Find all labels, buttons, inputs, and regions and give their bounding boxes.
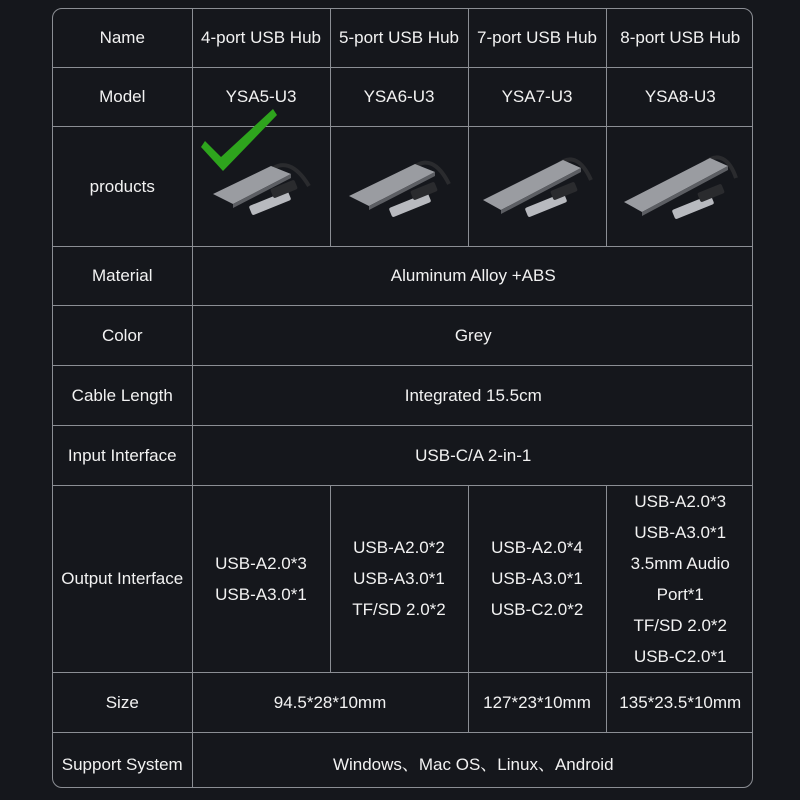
size-8port: 135*23.5*10mm (606, 672, 753, 732)
name-row (53, 9, 753, 67)
output-item: USB-C2.0*2 (490, 600, 584, 619)
model-8port: YSA8-U3 (606, 67, 753, 126)
product-name-8port: 8-port USB Hub (606, 9, 753, 67)
row-label-model: Model (53, 67, 192, 126)
cable-length-row (53, 365, 753, 425)
product-image-8port (606, 126, 753, 246)
input-interface-value: USB-C/A 2-in-1 (192, 425, 753, 485)
output-interface-7port (468, 485, 606, 672)
model-5port: YSA6-U3 (330, 67, 468, 126)
spec-table-frame (52, 8, 753, 788)
checkmark-icon (199, 105, 279, 185)
usb-hub-5port-image (339, 146, 459, 226)
product-image-5port (330, 126, 468, 246)
output-item: USB-A3.0*1 (353, 569, 445, 588)
product-name-7port: 7-port USB Hub (468, 9, 606, 67)
output-item: USB-A2.0*3 (215, 553, 307, 573)
size-row (53, 672, 753, 732)
output-item: TF/SD 2.0*2 (633, 615, 728, 635)
output-interface-row (53, 485, 753, 672)
output-interface-5port (330, 485, 468, 672)
output-item: USB-A3.0*1 (215, 584, 307, 604)
input-interface-row (53, 425, 753, 485)
material-row (53, 246, 753, 305)
output-item: TF/SD 2.0*2 (352, 600, 446, 619)
output-item: 3.5mm Audio Port*1 (630, 553, 730, 604)
output-item: USB-A2.0*4 (491, 538, 583, 557)
output-interface-4port (192, 485, 330, 672)
row-label-products: products (53, 126, 192, 246)
model-row (53, 67, 753, 126)
output-item: USB-A2.0*2 (353, 538, 445, 557)
row-label-name: Name (53, 9, 192, 67)
color-row (53, 305, 753, 365)
output-item: USB-C2.0*1 (633, 646, 727, 666)
output-interface-8port (606, 485, 753, 672)
product-image-7port (468, 126, 606, 246)
output-item: USB-A3.0*1 (491, 569, 583, 588)
size-4-5port: 94.5*28*10mm (192, 672, 468, 732)
row-label-output-interface: Output Interface (53, 485, 192, 672)
material-value: Aluminum Alloy +ABS (192, 246, 753, 305)
usb-hub-7port-image (477, 146, 597, 226)
product-image-4port (192, 126, 330, 246)
size-7port: 127*23*10mm (468, 672, 606, 732)
color-value: Grey (192, 305, 753, 365)
row-label-material: Material (53, 246, 192, 305)
spec-table (53, 9, 753, 788)
cable-length-value: Integrated 15.5cm (192, 365, 753, 425)
row-label-cable-length: Cable Length (53, 365, 192, 425)
products-row (53, 126, 753, 246)
row-label-support-system: Support System (53, 732, 192, 788)
output-item: USB-A2.0*3 (634, 491, 727, 511)
support-system-row (53, 732, 753, 788)
model-4port: YSA5-U3 (192, 67, 330, 126)
row-label-size: Size (53, 672, 192, 732)
usb-hub-8port-image (620, 146, 740, 226)
output-item: USB-A3.0*1 (634, 522, 727, 542)
product-name-4port: 4-port USB Hub (192, 9, 330, 67)
model-7port: YSA7-U3 (468, 67, 606, 126)
row-label-color: Color (53, 305, 192, 365)
product-name-5port: 5-port USB Hub (330, 9, 468, 67)
row-label-input-interface: Input Interface (53, 425, 192, 485)
support-system-value: Windows、Mac OS、Linux、Android (192, 732, 753, 788)
